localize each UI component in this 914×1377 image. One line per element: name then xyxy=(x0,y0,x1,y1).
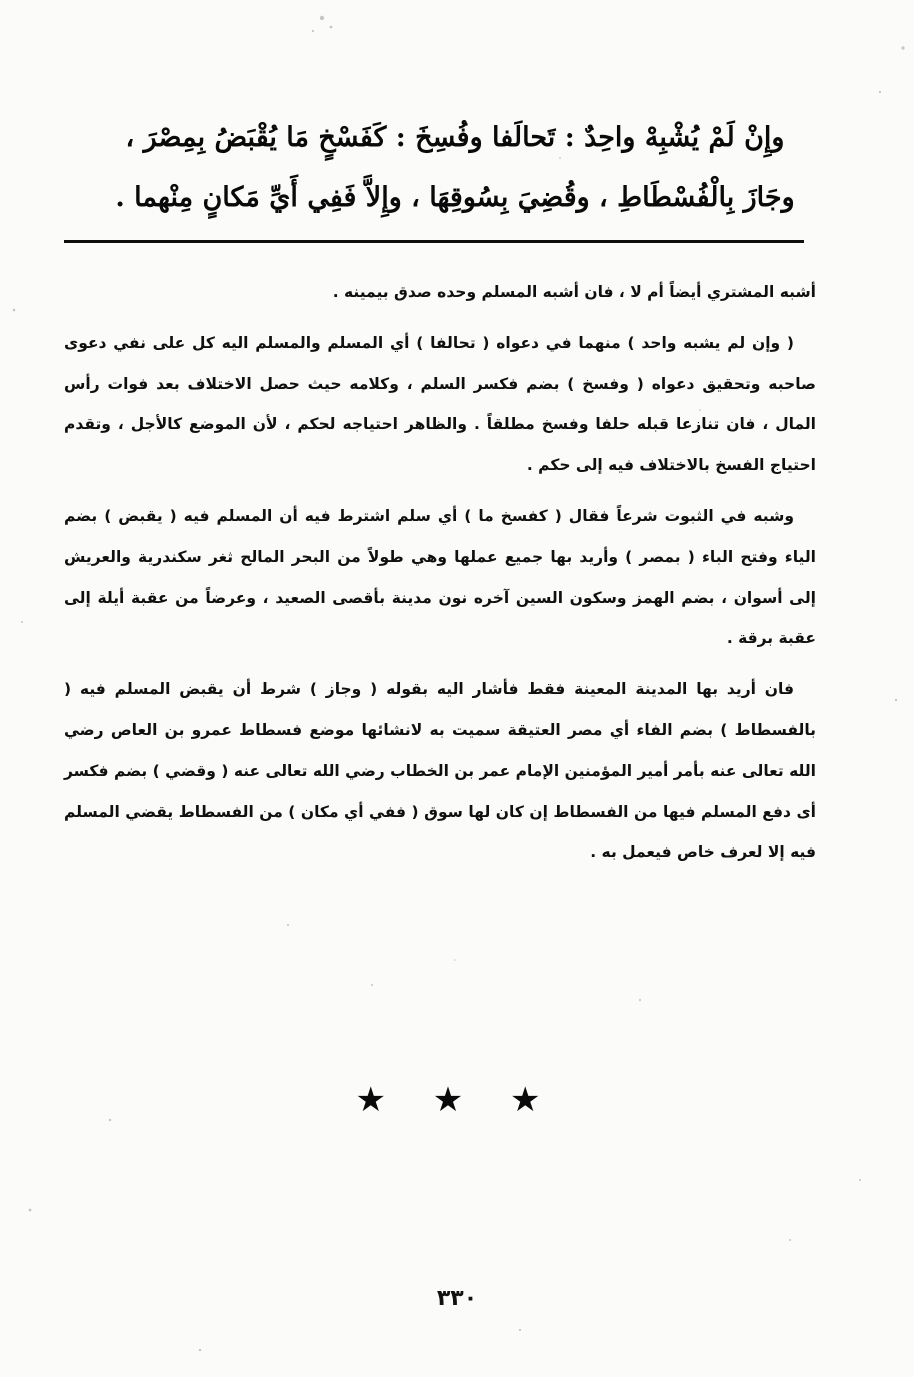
matn-line-2: وجَازَ بِالْفُسْطَاطِ ، وقُضِيَ بِسُوقِهَا ، وإِلاَّ فَفِي أَيِّ مَكانٍ مِنْهما . xyxy=(115,182,795,213)
separator-rule xyxy=(64,240,804,243)
commentary-body xyxy=(64,272,816,883)
matn-verse-block xyxy=(90,108,820,228)
commentary-paragraph-1: أشبه المشتري أيضاً أم لا ، فان أشبه المسلم وحده صدق بيمينه . xyxy=(332,283,816,301)
page-number: ٣٣٠ xyxy=(436,1286,478,1311)
matn-line-1: وإِنْ لَمْ يُشْبِهْ واحِدٌ : تَحالَفا وفُسِخَ : كَفَسْخٍ مَا يُقْبَضُ بِمِصْرَ ، xyxy=(125,122,785,153)
commentary-paragraph-2: ( وإن لم يشبه واحد ) منهما في دعواه ( تحالفا ) أي المسلم والمسلم اليه كل على نفي دعوى صاحبه وتحقيق دعواه ( وفسخ ) بضم فكسر السلم ، وكلامه حيث حصل الاختلاف بعد فوات رأس المال ، فان تنازعا قبله حلفا وفسخ مطلقاً . والظاهر احتياجه لحكم ، لأن الموضع كالأجل ، وتقدم احتياج الفسخ بالاختلاف فيه إلى حكم . xyxy=(64,333,816,475)
commentary-paragraph-4: فان أريد بها المدينة المعينة فقط فأشار اليه بقوله ( وجاز ) شرط أن يقبض المسلم فيه ( بالفسطاط ) بضم الفاء أي مصر العتيقة سميت به لانشائها موضع فسطاط عمرو بن العاص رضي الله تعالى عنه بأمر أمير المؤمنين الإمام عمر بن الخطاب رضي الله تعالى عنه ( وقضي ) بضم فكسر أى دفع المسلم فيها من الفسطاط إن كان لها سوق ( ففي أي مكان ) من الفسطاط يقضي المسلم فيه إلا لعرف خاص فيعمل به . xyxy=(64,680,816,862)
section-end-ornament: ★ ★ ★ xyxy=(355,1080,559,1120)
commentary-paragraph-3: وشبه في الثبوت شرعاً فقال ( كفسخ ما ) أي سلم اشترط فيه أن المسلم فيه ( يقبض ) بضم الياء وفتح الباء ( بمصر ) وأريد بها جميع عملها وهي طولاً من البحر المالح ثغر سكندرية والعريش إلى أسوان ، بضم الهمز وسكون السين آخره نون مدينة بأقصى الصعيد ، وعرضاً من عقبة أيلة إلى عقبة برقة . xyxy=(64,506,816,648)
